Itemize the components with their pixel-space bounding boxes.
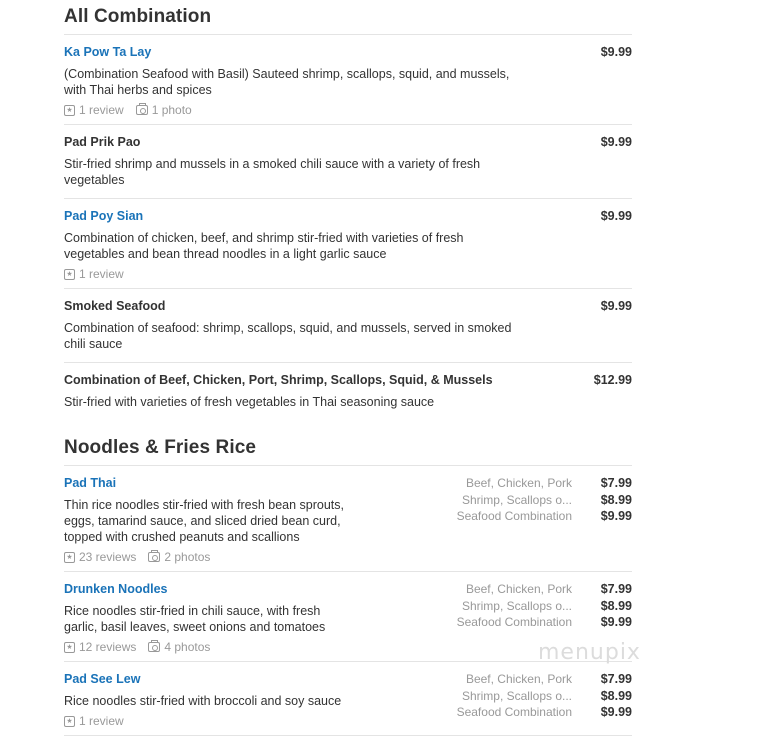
camera-icon [148,552,160,562]
item-price: $9.99 [600,45,632,59]
menu-item [64,134,632,188]
reviews-link[interactable]: ★ 12 reviews [64,639,136,655]
item-name-link[interactable]: Ka Pow Ta Lay [64,45,152,59]
price-option: Shrimp, Scallops o... $8.99 [461,688,632,703]
price-option: Shrimp, Scallops o... $8.99 [461,598,632,613]
item-description: (Combination Seafood with Basil) Sauteed shrimp, scallops, squid, and mussels, with Thai herbs and spices [64,67,510,97]
item-price: $9.99 [600,299,632,313]
item-name-link[interactable]: Pad See Lew [64,672,141,686]
item-name-link[interactable]: Drunken Noodles [64,582,168,596]
reviews-link[interactable]: ★ 1 review [64,713,124,729]
item-description: Combination of chicken, beef, and shrimp stir-fried with varieties of fresh vegetables and bean thread noodles in a light garlic sauce [64,231,464,261]
menu-item [64,44,632,118]
reviews-link[interactable]: ★ 23 reviews [64,549,136,565]
divider [64,198,632,199]
price-options [442,581,632,631]
photos-link[interactable]: 2 photos [148,549,210,565]
reviews-link[interactable]: ★ 1 review [64,102,124,118]
menu-item [64,372,632,410]
camera-icon [136,105,148,115]
divider [64,362,632,363]
menu-item [64,298,632,352]
price-options [442,671,632,721]
price-options [442,475,632,525]
price-option: Seafood Combination $9.99 [456,615,632,629]
divider [64,34,632,35]
divider [64,124,632,125]
item-description: Thin rice noodles stir-fried with fresh bean sprouts, eggs, tamarind sauce, and sliced dried bean curd, topped with crushed peanuts and scallions [64,498,344,544]
item-description: Stir-fried shrimp and mussels in a smoked chili sauce with a variety of fresh vegetables [64,157,481,187]
item-description: Rice noodles stir-fried in chili sauce, with fresh garlic, basil leaves, sweet onions and tomatoes [64,604,326,634]
menu-item [64,208,632,282]
reviews-link[interactable]: ★ 1 review [64,266,124,282]
item-meta [64,102,632,118]
review-icon: ★ [64,642,75,653]
item-meta [64,549,632,565]
item-name: Combination of Beef, Chicken, Port, Shrimp, Scallops, Squid, & Mussels [64,373,493,387]
divider [64,465,632,466]
item-description: Rice noodles stir-fried with broccoli and soy sauce [64,694,342,708]
price-option: Seafood Combination $9.99 [456,509,632,523]
watermark-logo: menupix [538,640,641,665]
review-icon: ★ [64,552,75,563]
price-option: Beef, Chicken, Pork $7.99 [465,476,632,490]
item-price: $9.99 [600,135,632,149]
photos-link[interactable]: 4 photos [148,639,210,655]
menu-item [64,475,632,565]
item-price: $9.99 [600,209,632,223]
item-name-link[interactable]: Pad Poy Sian [64,209,144,223]
review-icon: ★ [64,105,75,116]
item-name: Smoked Seafood [64,299,166,313]
item-price: $12.99 [593,373,632,387]
item-meta [64,266,632,282]
menu-item [64,671,632,729]
price-option: Seafood Combination $9.99 [456,705,632,719]
review-icon: ★ [64,716,75,727]
item-name: Pad Prik Pao [64,135,141,149]
item-name-link[interactable]: Pad Thai [64,476,117,490]
section-title-all-combination: All Combination [64,6,212,27]
camera-icon [148,642,160,652]
price-option: Beef, Chicken, Pork $7.99 [465,582,632,596]
price-option: Beef, Chicken, Pork $7.99 [465,672,632,686]
item-description: Stir-fried with varieties of fresh vegetables in Thai seasoning sauce [64,395,435,409]
item-description: Combination of seafood: shrimp, scallops, squid, and mussels, served in smoked chili sauce [64,321,512,351]
divider [64,288,632,289]
section-title-noodles-fries-rice: Noodles & Fries Rice [64,437,257,458]
divider [64,571,632,572]
photos-link[interactable]: 1 photo [136,102,192,118]
review-icon: ★ [64,269,75,280]
price-option: Shrimp, Scallops o... $8.99 [461,492,632,507]
